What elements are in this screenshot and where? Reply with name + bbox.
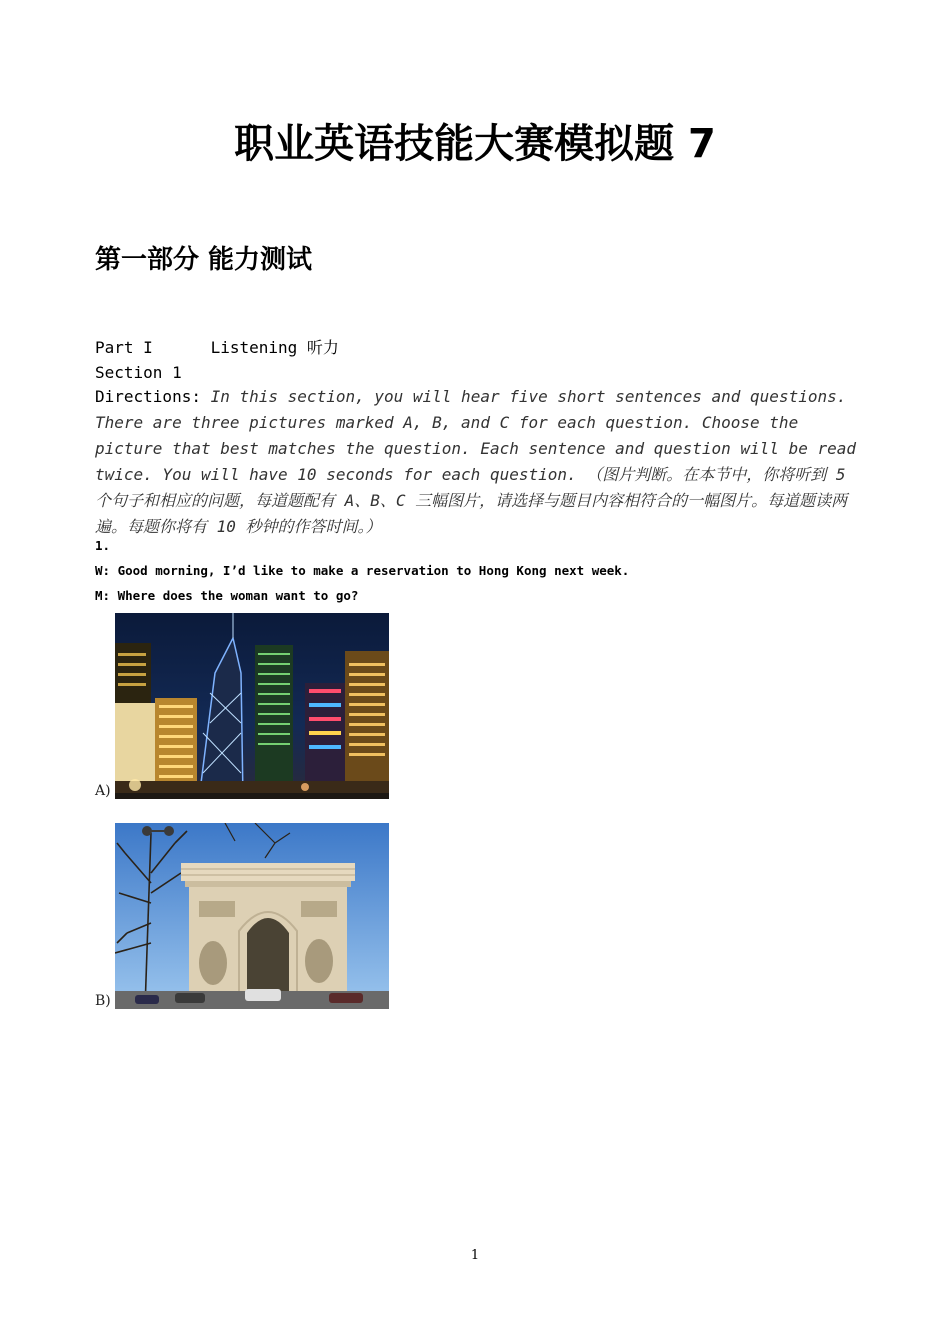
part-name: Listening 听力 (210, 338, 339, 357)
directions-label: Directions: (95, 387, 201, 406)
option-a (95, 613, 389, 799)
document-title: 职业英语技能大赛模拟题 7 (234, 121, 716, 167)
option-b-letter: B) (95, 993, 111, 1009)
arc-de-triomphe-image (115, 823, 389, 1009)
section-label: Section 1 (95, 363, 182, 382)
option-a-letter: A) (95, 783, 111, 799)
question-number: 1. (95, 538, 111, 553)
part-heading (95, 335, 339, 360)
hong-kong-skyline-image (115, 613, 389, 799)
section-heading: 第一部分 能力测试 (95, 245, 313, 275)
dialogue-man: M: Where does the woman want to go? (95, 588, 359, 603)
option-b (95, 823, 389, 1009)
dialogue-woman: W: Good morning, I’d like to make a reservation to Hong Kong next week. (95, 563, 630, 578)
page-number: 1 (470, 1248, 480, 1263)
part-label: Part I (95, 338, 153, 357)
directions-text: In this section, you will hear five short sentences and questions. There are three pictures marked A, B, and C for each question. Choose the picture that best matches the question. Each sentence and question will be read twice. You will have 10 seconds for each question. （图片判断。在本节中，你将听到 5 个句子和相应的问题，每道题配有 A、B、C 三幅图片，请选择与题目内容相符合的一幅图片。每道题读两遍。每题你将有 10 秒钟的作答时间。） (95, 387, 856, 536)
directions-paragraph (95, 384, 860, 540)
